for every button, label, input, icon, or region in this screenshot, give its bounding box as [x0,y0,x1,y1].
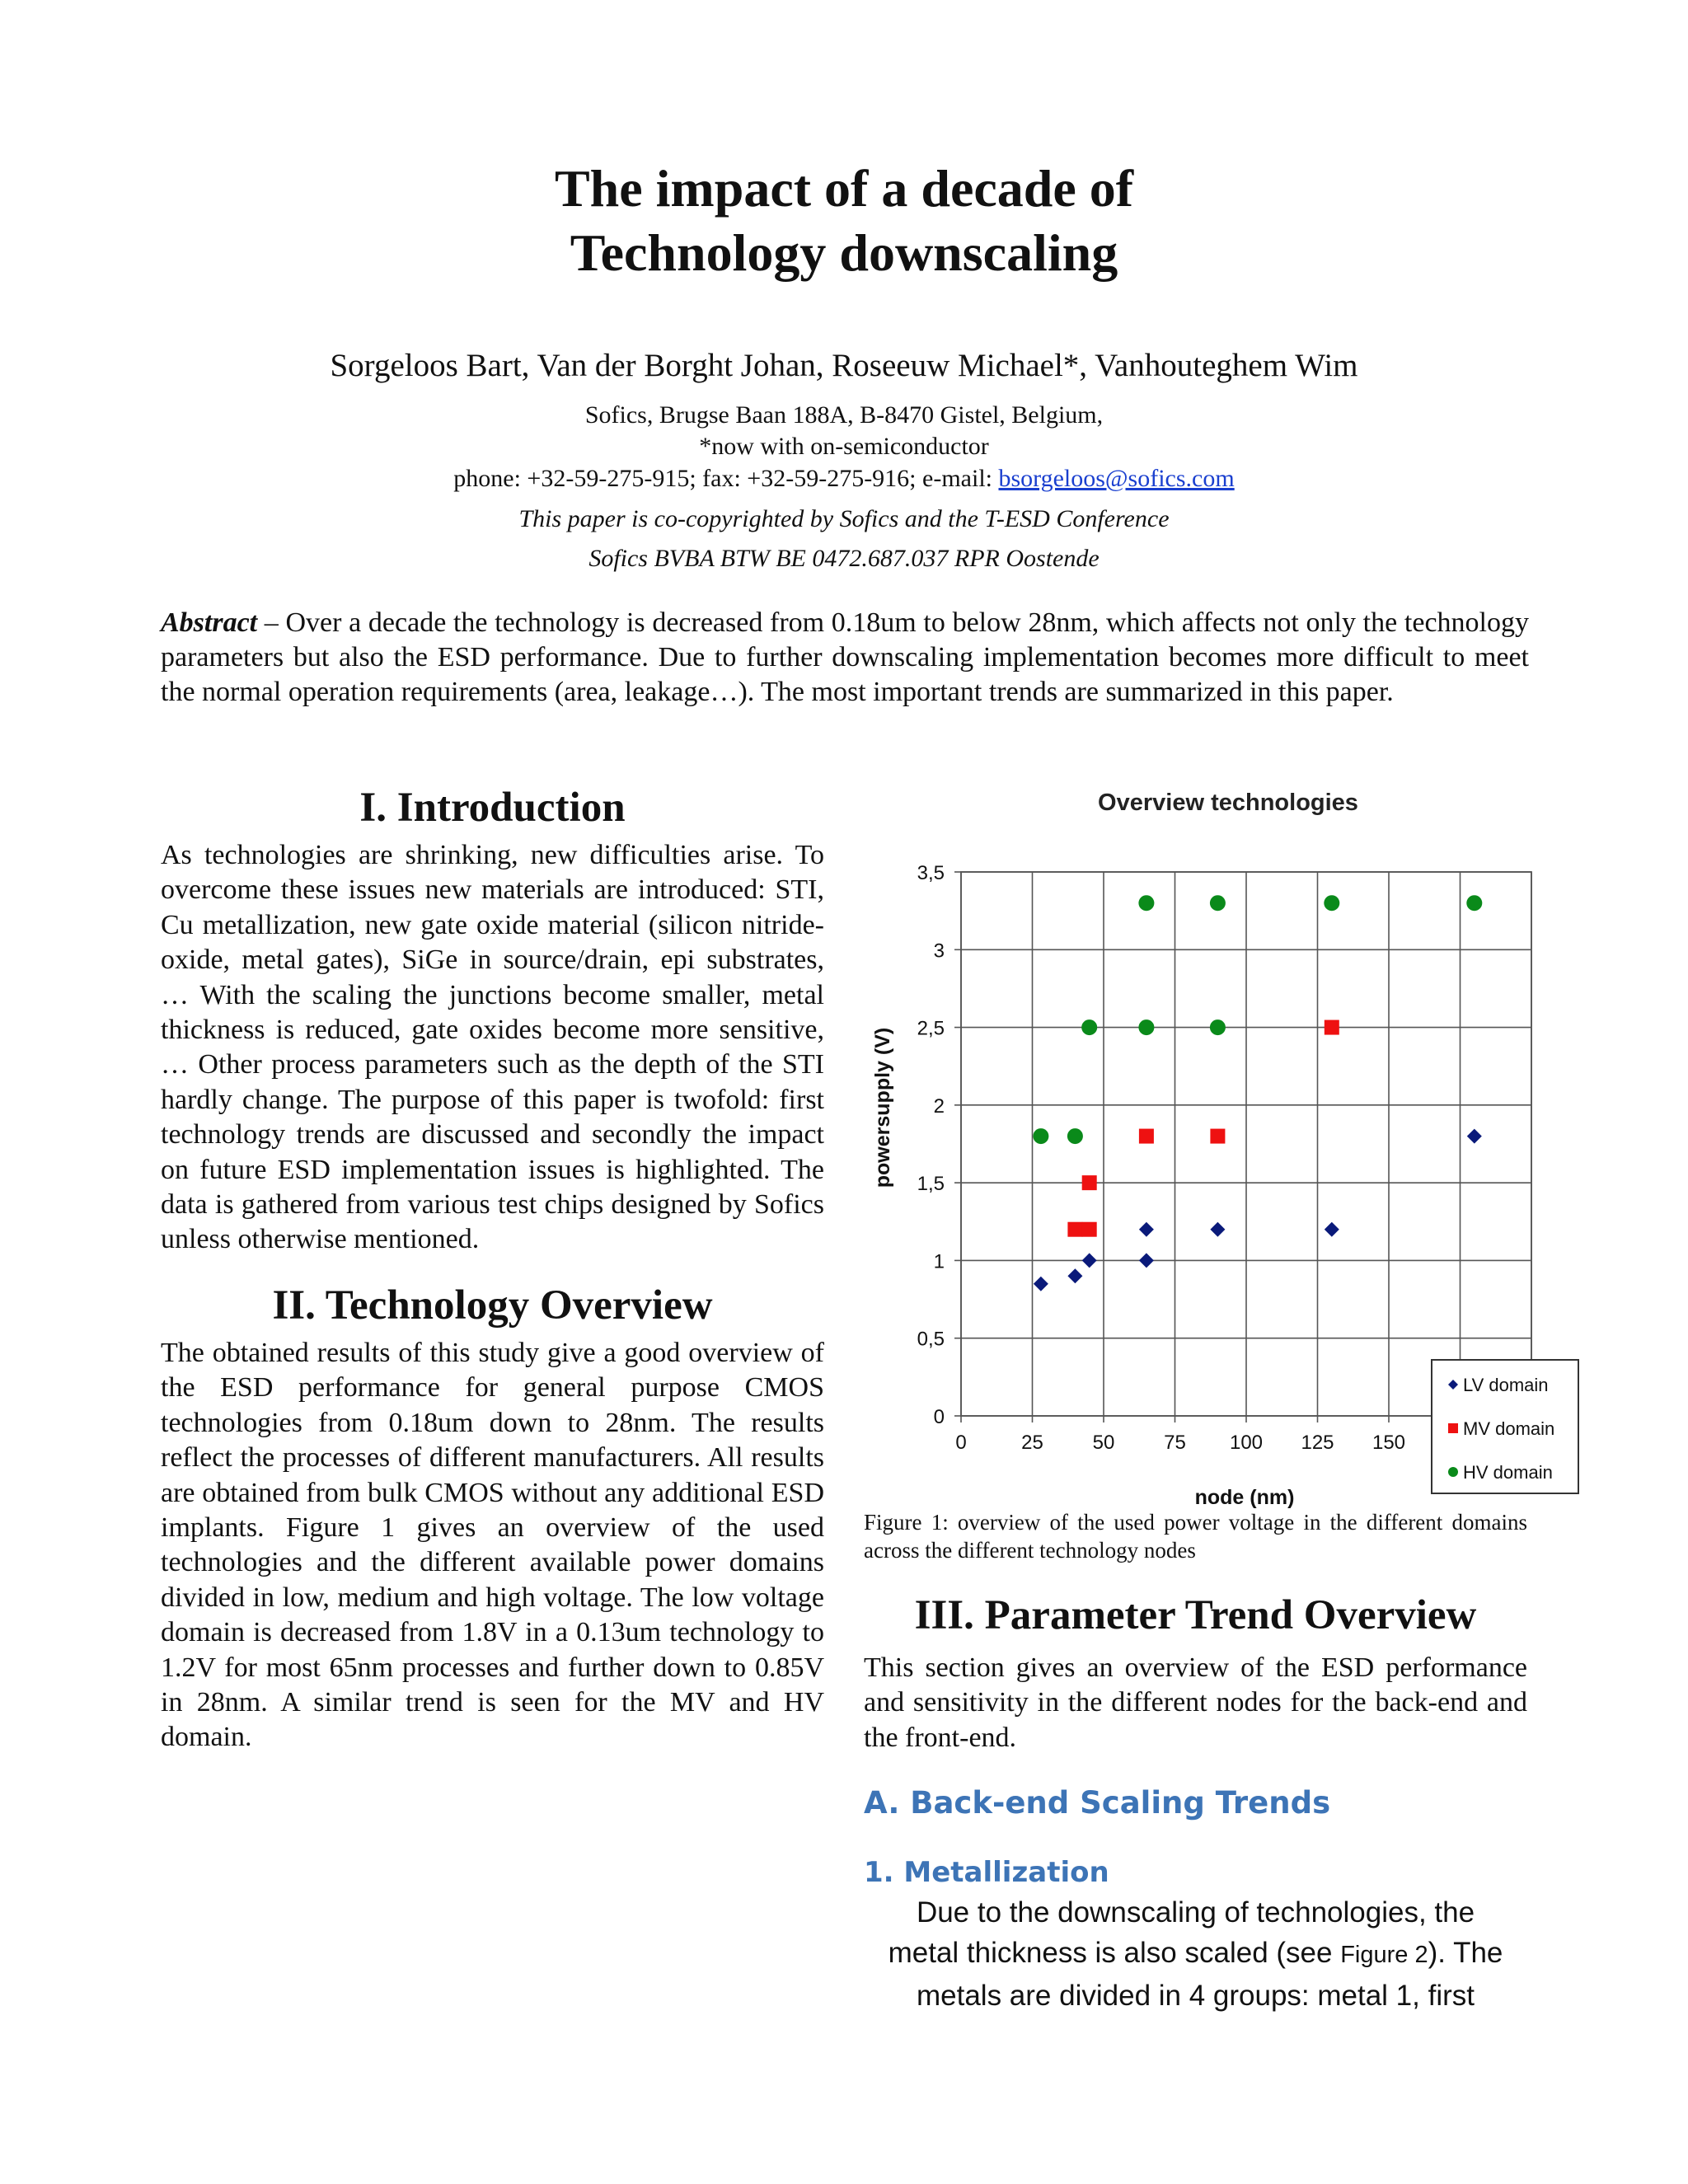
figure-1-chart [857,779,1599,1512]
mv-data-point [1082,1175,1097,1190]
hv-data-point [1210,895,1226,911]
author-list: Sorgeloos Bart, Van der Borght Johan, Roseeuw Michael*, Vanhouteghem Wim [330,348,1358,383]
chart-grid [961,872,1531,1416]
hv-data-point [1466,895,1482,911]
figure-1-caption: Figure 1: overview of the used power voltage in the different domains across the different technology nodes [864,1510,1527,1563]
affiliation-line-1: Sofics, Brugse Baan 188A, B-8470 Gistel, Belgium, [584,401,1104,429]
lv-data-point [1325,1222,1339,1237]
hv-data-point [1033,1128,1048,1144]
abstract [161,606,1529,710]
x-tick-label: 50 [1092,1432,1115,1454]
y-tick-label: 1,5 [917,1173,945,1196]
metallization-line-2-end: ). The [1428,1937,1503,1969]
lv-data-point [1034,1277,1048,1291]
hv-data-point [1081,1019,1097,1035]
hv-data-point [1210,1019,1226,1035]
section-2-heading: II. Technology Overview [272,1282,713,1329]
hv-data-point [1067,1128,1083,1144]
x-tick-label: 25 [1021,1432,1043,1454]
lv-data-point [1067,1268,1082,1283]
title-line-2: Technology downscaling [570,223,1118,282]
contact-numbers: phone: +32-59-275-915; fax: +32-59-275-916; e-mail: [453,465,999,492]
hv-data-point [1324,895,1339,911]
lv-data-point [1210,1222,1225,1237]
lv-data-point [1139,1222,1154,1237]
metallization-line-2 [864,1933,1527,1975]
mv-data-point [1067,1222,1082,1237]
lv-data-point [1139,1253,1154,1268]
y-tick-label: 0 [933,1406,945,1428]
x-tick-label: 0 [955,1432,967,1454]
legend-marker-mv [1448,1423,1458,1433]
chart-y-label: powersupply (V) [871,1027,894,1188]
y-tick-label: 2,5 [917,1017,945,1040]
y-tick-label: 2 [933,1094,945,1118]
paper-title [0,157,1688,285]
legend-label-hv: HV domain [1463,1462,1553,1483]
section-1-body: As technologies are shrinking, new difficulties arise. To overcome these issues new materials are introduced: STI, Cu metallization, new gate oxide material (silicon nitride-oxide, metal gates), SiGe in source/drain, epi substrates, … With the scaling the junctions become smaller, metal thickness is reduced, gate oxides become more sensitive, … Other process parameters such as the depth of the STI hardly change. The purpose of this paper is twofold: first technology trends are discussed and secondly the impact on future ESD implementation issues is highlighted. The data is gathered from various test chips designed by Sofics unless otherwise mentioned. [161,840,824,1255]
affiliation-line-2: *now with on-semiconductor [699,433,989,460]
left-column [161,783,824,1755]
section-1-heading: I. Introduction [359,785,626,831]
y-tick-label: 3 [933,940,945,963]
legend-label-mv: MV domain [1463,1418,1555,1439]
y-tick-label: 1 [933,1250,945,1273]
mv-data-point [1139,1129,1154,1144]
hv-data-point [1138,1019,1154,1035]
x-tick-label: 125 [1301,1432,1334,1454]
lv-data-point [1082,1253,1097,1268]
x-tick-label: 100 [1229,1432,1264,1454]
vat-note: Sofics BVBA BTW BE 0472.687.037 RPR Oostende [588,545,1100,572]
legend-marker-hv [1448,1467,1458,1477]
abstract-label: Abstract [161,607,258,638]
hv-data-point [1138,895,1154,911]
chart-svg [857,779,1599,1512]
mv-data-point [1082,1222,1097,1237]
metallization-line-3: metals are divided in 4 groups: metal 1, first [917,1980,1475,2012]
lv-data-point [1467,1129,1482,1144]
x-tick-label: 75 [1164,1432,1186,1454]
mv-data-point [1210,1129,1225,1144]
metallization-line-1: Due to the downscaling of technologies, the [916,1896,1475,1929]
chart-title: Overview technologies [1098,790,1358,816]
metallization-text [864,1892,1527,2016]
section-3-heading: III. Parameter Trend Overview [914,1592,1477,1638]
subsection-1-heading: 1. Metallization [864,1856,1109,1889]
section-3-body: This section gives an overview of the ESD performance and sensitivity in the different nodes for the back-end and the front-end. [864,1652,1527,1753]
chart-x-label: node (nm) [1194,1486,1295,1509]
copyright-note: This paper is co-copyrighted by Sofics and the T-ESD Conference [518,505,1170,532]
title-line-1: The impact of a decade of [554,159,1134,218]
x-tick-label: 150 [1372,1432,1406,1454]
chart-legend [1432,1360,1578,1493]
y-tick-label: 3,5 [917,862,945,884]
mv-data-point [1325,1020,1339,1035]
contact-line [0,463,1688,494]
abstract-text: – Over a decade the technology is decreased from 0.18um to below 28nm, which affects not only the technology parameters but also the ESD performance. Due to further downscaling implementation becomes more difficult to meet the normal operation requirements (area, leakage…). The most important trends are summarized in this paper. [161,607,1529,707]
subsection-a-heading: A. Back-end Scaling Trends [864,1785,1331,1821]
legend-label-lv: LV domain [1463,1375,1549,1395]
section-2-body: The obtained results of this study give a good overview of the ESD performance for general purpose CMOS technologies from 0.18um down to 28nm. The results reflect the processes of different manufacturers. All results are obtained from bulk CMOS without any additional ESD implants. Figure 1 gives an overview of the used technologies and the different available power domains divided in low, medium and high voltage. The low voltage domain is decreased from 1.8V in a 0.13um technology to 1.2V for most 65nm processes and further down to 0.85V in 28nm. A similar trend is seen for the MV and HV domain. [161,1337,824,1753]
email-link[interactable]: bsorgeloos@sofics.com [998,465,1235,492]
figure-2-reference[interactable]: Figure 2 [1340,1942,1428,1968]
chart-axes [917,862,1405,1454]
y-tick-label: 0,5 [917,1328,945,1351]
metallization-line-2-start: metal thickness is also scaled (see [888,1937,1341,1969]
chart-points [1033,895,1482,1291]
